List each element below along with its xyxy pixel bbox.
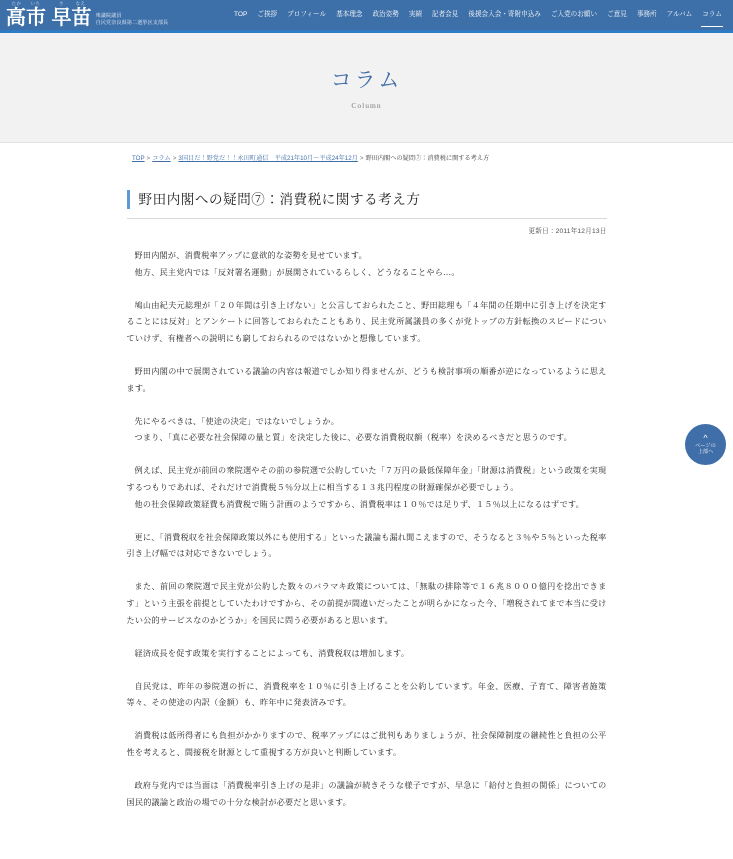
nav-item-join-party[interactable]: ご入党のお願い xyxy=(550,11,598,18)
site-header xyxy=(0,0,733,33)
page-top-label xyxy=(695,443,716,456)
brand-subtitle-line1: 衆議院議員 xyxy=(95,13,122,19)
article-line: 他の社会保障政策経費も消費税で賄う計画のようですから、消費税率は１０％では足りず、１５％以上になるはずです。 xyxy=(134,499,585,509)
nav-item-political-stance[interactable]: 政治姿勢 xyxy=(372,11,399,18)
article-paragraph xyxy=(127,530,607,563)
ruby-4: なえ xyxy=(75,1,86,6)
breadcrumb-separator: > xyxy=(172,155,177,162)
breadcrumb-current: 野田内閣への疑問⑦：消費税に関する考え方 xyxy=(365,155,490,162)
breadcrumb-separator: > xyxy=(146,155,151,162)
article-line: 先にやるべきは、「使途の決定」ではないでしょうか。 xyxy=(134,416,340,426)
nav-item-profile[interactable]: プロフィール xyxy=(287,11,327,18)
nav-item-press-conference[interactable]: 記者会見 xyxy=(432,11,459,18)
breadcrumb xyxy=(0,143,733,164)
article-line: 更に、「消費税収を社会保障政策以外にも使用する」といった議論も漏れ聞こえますので、そうなると３％や５％といった税率引き上げ幅では対応できないでしょう。 xyxy=(126,532,607,559)
page-top-button[interactable] xyxy=(685,424,726,465)
article-paragraph xyxy=(127,778,607,811)
brand-name-wrap xyxy=(6,1,92,29)
main-navigation xyxy=(229,0,733,30)
article-paragraph xyxy=(127,728,607,761)
article-paragraph xyxy=(127,414,607,447)
breadcrumb-item-top[interactable]: TOP xyxy=(132,155,145,162)
article-line: 政府与党内では当面は「消費税率引き上げの是非」の議論が続きそうな様子ですが、早急に「給付と負担の関係」についての国民的議論と政治の場での十分な検討が必要だと思います。 xyxy=(126,781,607,807)
article-paragraph xyxy=(127,679,607,712)
article-line: 野田内閣の中で展開されている議論の内容は報道でしか知り得ませんが、どうも検討事項の順番が逆になっているように思えます。 xyxy=(126,366,607,393)
article-line: 消費税は低所得者にも負担がかかりますので、税率アップにはご批判もありましょうが、社会保障制度の継続性と負担の公平性を考えると、間接税を財源として重視する方が良いと判断しています。 xyxy=(126,731,607,757)
content-area xyxy=(0,143,733,811)
brand-subtitle xyxy=(92,13,169,29)
article-paragraph xyxy=(127,646,607,663)
article xyxy=(127,164,607,811)
nav-item-opinions[interactable]: ご意見 xyxy=(607,11,627,18)
nav-item-achievements[interactable]: 実績 xyxy=(408,11,422,18)
nav-item-album[interactable]: アルバム xyxy=(666,11,693,18)
article-heading: 野田内閣への疑問⑦：消費税に関する考え方 xyxy=(138,191,421,207)
breadcrumb-item-archive[interactable]: 3国目だ！野党だ！！永田町通信 平成21年10月～平成24年12月 xyxy=(178,155,358,162)
article-paragraph xyxy=(127,579,607,629)
nav-item-offices[interactable]: 事務所 xyxy=(636,11,657,18)
breadcrumb-item-column[interactable]: コラム xyxy=(152,155,171,162)
nav-item-support-group[interactable]: 後援会入会・寄附申込み xyxy=(468,11,541,18)
nav-item-column[interactable]: コラム xyxy=(697,0,727,30)
heading-accent-bar xyxy=(127,190,130,209)
article-line: つまり、「真に必要な社会保障の量と質」を決定した後に、必要な消費税収額（税率）を決めるべきだと思うのです。 xyxy=(134,433,573,443)
article-header xyxy=(127,190,607,219)
page-title: コラム xyxy=(330,67,403,92)
page-top-label-line2: 上部へ xyxy=(697,449,714,455)
page-top-label-line1: ページの xyxy=(695,442,716,449)
article-paragraph xyxy=(127,248,607,281)
page-title-english: Column xyxy=(351,100,382,110)
article-paragraph xyxy=(127,463,607,513)
article-line: 鳩山由紀夫元総理が「２０年間は引き上げない」と公言しておられたこと、野田総理も「４年間の任期中に引き上げを決定することには反対」とアンケートに回答しておられたこともあり、民主党所属議員の多くが党トップの方針転換のスピードについていけず、有権者への説明にも窮しておられるのではないかと想像しています。 xyxy=(126,300,607,343)
article-body xyxy=(127,235,607,811)
brand-name: 高市 早苗 xyxy=(6,7,92,29)
article-paragraph xyxy=(127,298,607,348)
article-line: 自民党は、昨年の参院選の折に、消費税率を１０％に引き上げることを公約しています。年金、医療、子育て、障害者施策等々、その使途の内訳（金額）も、昨年中に発表済みです。 xyxy=(126,681,607,708)
chevron-up-icon: ^ xyxy=(703,432,708,443)
article-line: 例えば、民主党が前回の衆院選やその前の参院選で公約していた「７万円の最低保障年金」「財源は消費税」という政策を実現するつもりであれば、それだけで消費税５％分以上に相当する１３兆円程度の財源確保が必要でしょう。 xyxy=(126,466,607,492)
brand-subtitle-line2: 自民党奈良県第二選挙区支部長 xyxy=(95,20,169,26)
article-line: 野田内閣が、消費税率アップに意欲的な姿勢を見せています。 xyxy=(134,251,367,260)
article-paragraph xyxy=(127,364,607,397)
article-line: 他方、民主党内では「反対署名運動」が展開されているらしく、どうなることやら…。 xyxy=(134,267,460,277)
article-line: また、前回の衆院選で民主党が公約した数々のバラマキ政策については、「無駄の排除等で１６兆８０００億円を捻出できます」という主張を前提としていたわけですから、その前提が間違いだったことが明らかになった今、「増税されてまで本当に受けたい公的サービスなのかどうか」を国民に問う必要があると思います。 xyxy=(126,582,607,625)
breadcrumb-separator: > xyxy=(359,155,364,162)
nav-item-top[interactable]: TOP xyxy=(233,11,248,18)
article-update-date: 更新日：2011年12月13日 xyxy=(528,228,607,235)
nav-item-basic-philosophy[interactable]: 基本理念 xyxy=(336,11,363,18)
nav-item-greeting[interactable]: ご挨拶 xyxy=(257,11,278,18)
ruby-2: いち xyxy=(30,1,41,6)
page-title-band xyxy=(0,33,733,143)
article-line: 経済成長を促す政策を実行することによっても、消費税収は増加します。 xyxy=(134,648,410,658)
ruby-1: たか xyxy=(11,1,22,6)
site-logo[interactable] xyxy=(0,1,168,29)
ruby-3: さ xyxy=(59,1,64,6)
